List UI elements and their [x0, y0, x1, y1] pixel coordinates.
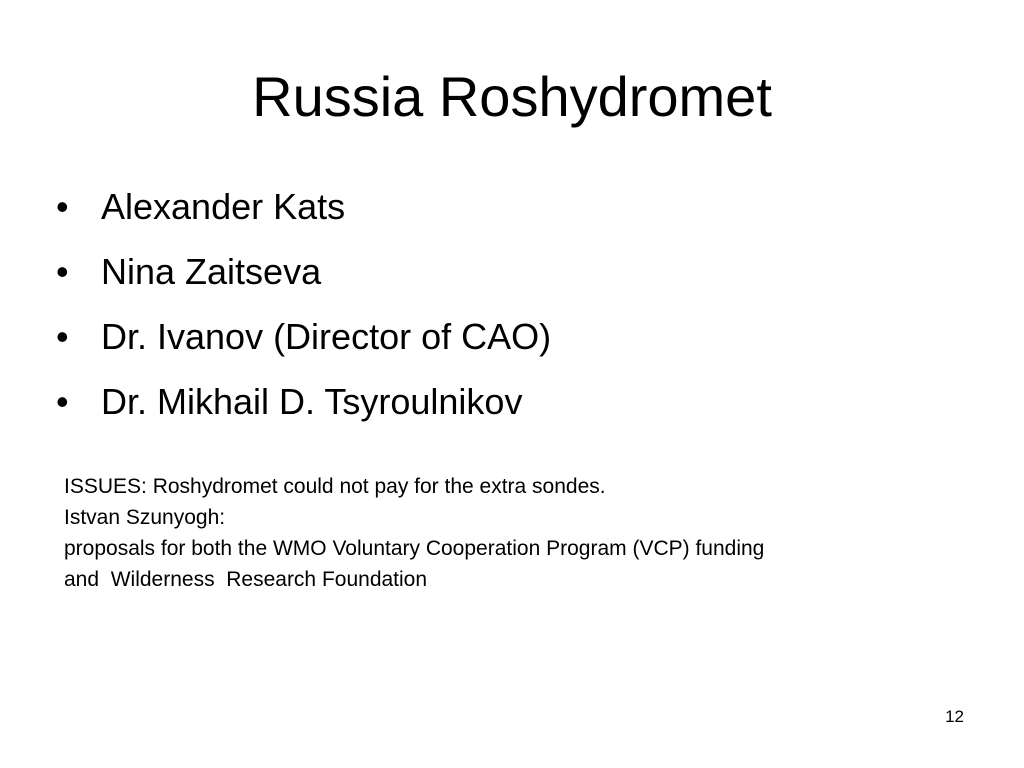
- bullet-text: Dr. Ivanov (Director of CAO): [101, 316, 552, 357]
- bullet-text: Alexander Kats: [101, 186, 346, 227]
- bullet-icon: •: [56, 186, 69, 227]
- note-line: proposals for both the WMO Voluntary Cooperation Program (VCP) funding: [64, 537, 765, 560]
- issues-notes: [64, 471, 764, 595]
- bullet-list: [56, 186, 551, 446]
- bullet-item: [56, 381, 551, 423]
- note-line: Istvan Szunyogh:: [64, 506, 226, 529]
- bullet-icon: •: [56, 381, 69, 422]
- bullet-icon: •: [56, 251, 69, 292]
- bullet-item: [56, 186, 551, 228]
- bullet-text: Nina Zaitseva: [101, 251, 322, 292]
- bullet-icon: •: [56, 316, 69, 357]
- note-line: ISSUES: Roshydromet could not pay for the extra sondes.: [64, 475, 606, 498]
- bullet-item: [56, 251, 551, 293]
- slide-title: Russia Roshydromet: [252, 65, 772, 128]
- bullet-text: Dr. Mikhail D. Tsyroulnikov: [101, 381, 523, 422]
- note-line: and Wilderness Research Foundation: [64, 568, 428, 591]
- page-number: 12: [945, 707, 964, 726]
- bullet-item: [56, 316, 551, 358]
